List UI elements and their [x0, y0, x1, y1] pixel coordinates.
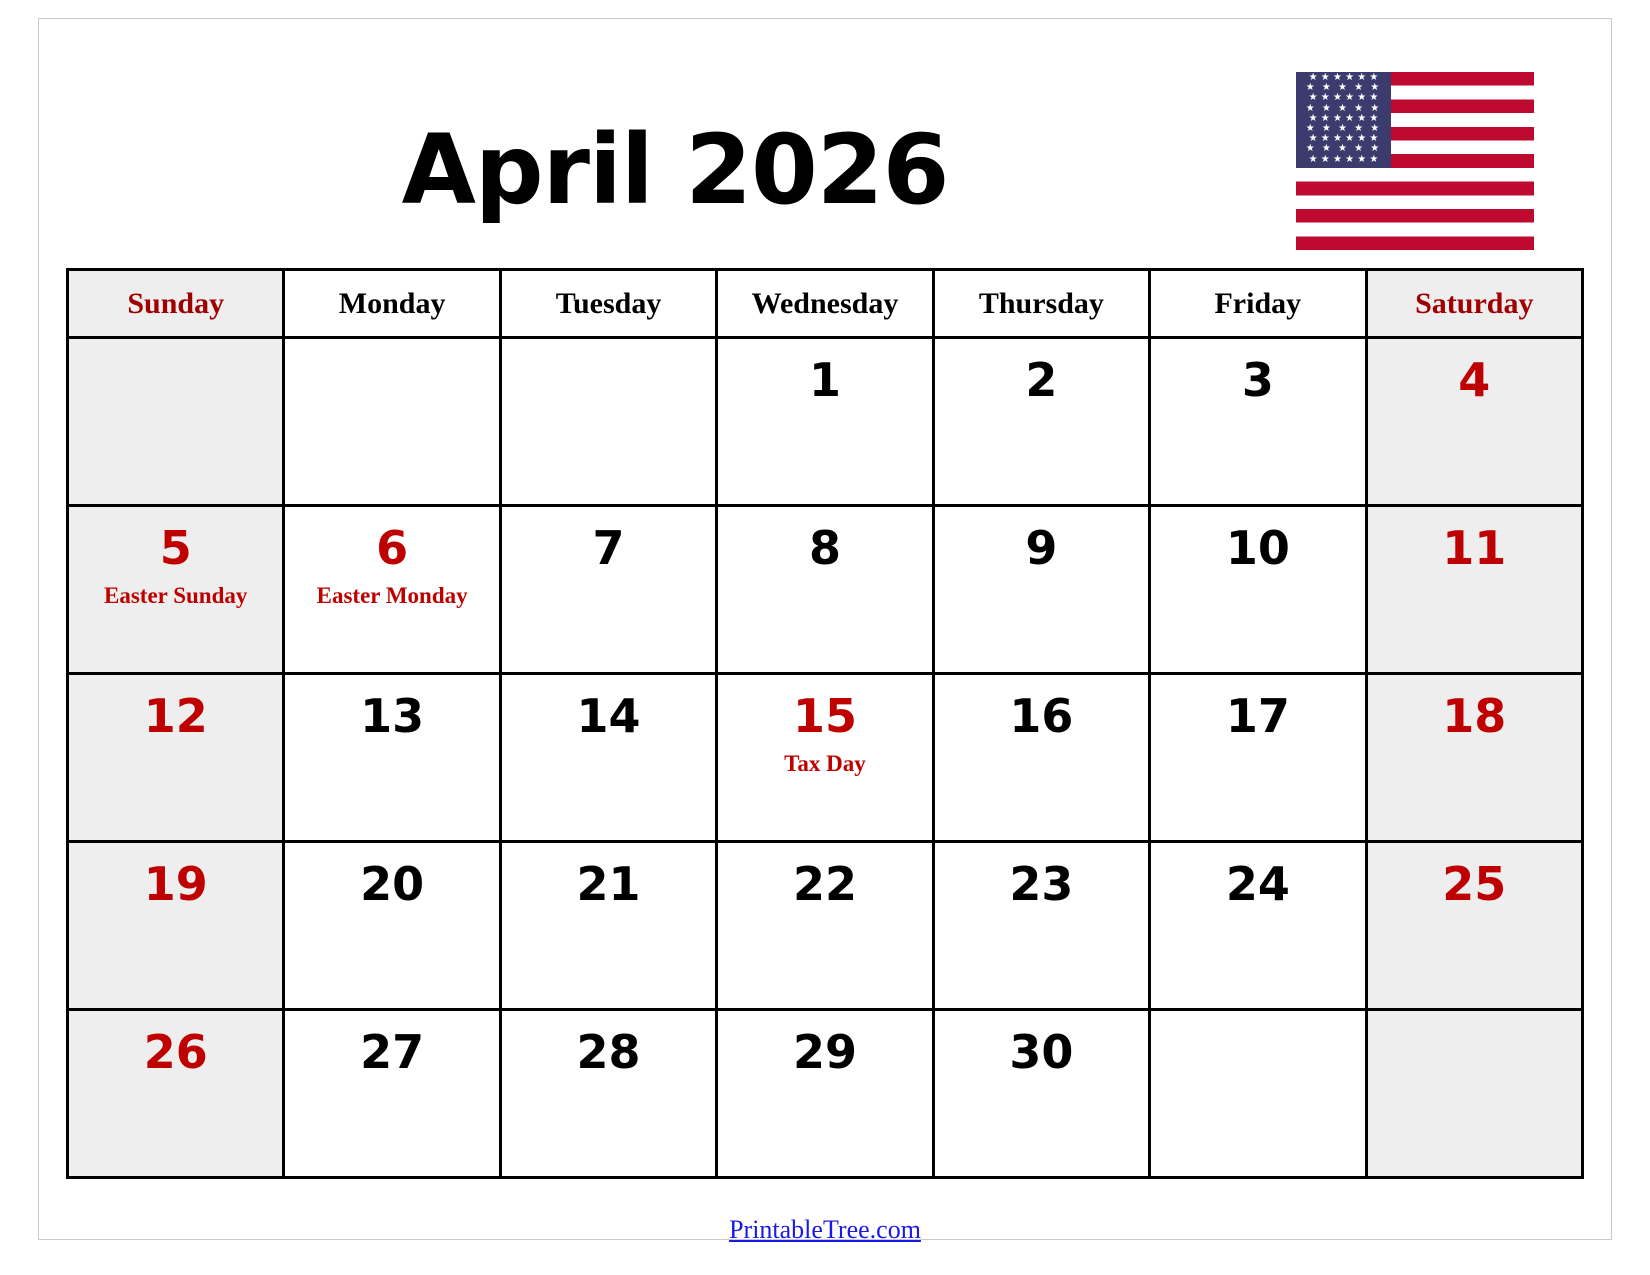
flag-star-row: ★ ★ ★ ★ ★: [1305, 82, 1382, 94]
calendar-week-row: [68, 1010, 1583, 1178]
day-number: [502, 339, 715, 357]
calendar-week-row: [68, 674, 1583, 842]
weekday-header-sunday: Sunday: [68, 270, 284, 338]
flag-star-row: ★ ★ ★ ★ ★ ★: [1308, 72, 1379, 83]
calendar-header: [60, 40, 1590, 240]
day-number: 18: [1442, 689, 1507, 743]
day-number: [1151, 1011, 1364, 1029]
calendar-day-cell[interactable]: [1150, 842, 1366, 1010]
calendar-week-row: [68, 842, 1583, 1010]
weekday-header-tuesday: Tuesday: [500, 270, 716, 338]
day-number: 29: [792, 1025, 857, 1079]
calendar-day-cell[interactable]: [284, 842, 500, 1010]
calendar-empty-cell: [1150, 1010, 1366, 1178]
day-number: 1: [808, 353, 841, 407]
flag-star-row: ★ ★ ★ ★ ★ ★: [1308, 133, 1379, 145]
day-number: 2: [1025, 353, 1058, 407]
day-number: 7: [592, 521, 625, 575]
calendar-day-cell[interactable]: [933, 506, 1149, 674]
calendar-week-row: [68, 506, 1583, 674]
calendar-day-cell[interactable]: [284, 1010, 500, 1178]
day-number: 11: [1442, 521, 1507, 575]
day-number: 4: [1458, 353, 1491, 407]
day-number: 13: [360, 689, 425, 743]
day-number: 17: [1225, 689, 1290, 743]
flag-star-row: ★ ★ ★ ★ ★ ★: [1308, 92, 1379, 104]
day-number: 21: [576, 857, 641, 911]
calendar-day-cell[interactable]: [717, 338, 933, 506]
calendar-week-row: [68, 338, 1583, 506]
flag-star-row: ★ ★ ★ ★ ★: [1305, 123, 1382, 134]
page-title: April 2026: [401, 114, 949, 226]
calendar-day-cell[interactable]: [1150, 338, 1366, 506]
calendar-day-cell[interactable]: [1150, 674, 1366, 842]
printabletree-link[interactable]: PrintableTree.com: [729, 1215, 921, 1244]
holiday-label: Easter Monday: [316, 583, 468, 608]
day-number: 9: [1025, 521, 1058, 575]
day-number: 12: [143, 689, 208, 743]
calendar-empty-cell: [500, 338, 716, 506]
weekday-header-monday: Monday: [284, 270, 500, 338]
calendar-day-cell[interactable]: [500, 506, 716, 674]
calendar-day-cell[interactable]: [717, 1010, 933, 1178]
weekday-header-friday: Friday: [1150, 270, 1366, 338]
calendar-day-cell[interactable]: [1366, 842, 1582, 1010]
holiday-label: Easter Sunday: [104, 583, 248, 608]
day-number: 15: [792, 689, 857, 743]
calendar-day-cell[interactable]: [500, 1010, 716, 1178]
day-number: 24: [1225, 857, 1290, 911]
calendar-day-cell[interactable]: [68, 1010, 284, 1178]
calendar-empty-cell: [68, 338, 284, 506]
day-number: 16: [1009, 689, 1074, 743]
flag-star-row: ★ ★ ★ ★ ★ ★: [1308, 112, 1379, 124]
calendar-day-cell[interactable]: [717, 506, 933, 674]
weekday-header-row: [68, 270, 1583, 338]
weekday-header-saturday: Saturday: [1366, 270, 1582, 338]
calendar-day-cell[interactable]: [68, 506, 284, 674]
calendar-empty-cell: [284, 338, 500, 506]
calendar-day-cell[interactable]: [717, 674, 933, 842]
calendar-day-cell[interactable]: [933, 1010, 1149, 1178]
day-number: 6: [376, 521, 409, 575]
day-number: 10: [1225, 521, 1290, 575]
calendar-day-cell[interactable]: [68, 842, 284, 1010]
calendar-day-cell[interactable]: [1366, 506, 1582, 674]
day-number: [69, 339, 282, 357]
calendar-empty-cell: [1366, 1010, 1582, 1178]
day-number: 20: [360, 857, 425, 911]
calendar-day-cell[interactable]: [68, 674, 284, 842]
day-number: 22: [792, 857, 857, 911]
calendar-day-cell[interactable]: [933, 674, 1149, 842]
day-number: 3: [1241, 353, 1274, 407]
day-number: 19: [143, 857, 208, 911]
calendar-day-cell[interactable]: [717, 842, 933, 1010]
calendar-day-cell[interactable]: [500, 842, 716, 1010]
calendar-day-cell[interactable]: [284, 674, 500, 842]
day-number: 14: [576, 689, 641, 743]
day-number: [1368, 1011, 1581, 1029]
flag-star-row: ★ ★ ★ ★ ★ ★: [1308, 153, 1379, 165]
weekday-header-wednesday: Wednesday: [717, 270, 933, 338]
holiday-label: Tax Day: [784, 751, 866, 776]
day-number: 25: [1442, 857, 1507, 911]
day-number: 26: [143, 1025, 208, 1079]
flag-star-row: ★ ★ ★ ★ ★: [1305, 143, 1382, 155]
calendar-day-cell[interactable]: [933, 338, 1149, 506]
day-number: 8: [808, 521, 841, 575]
calendar-grid: [66, 268, 1584, 1179]
usa-flag-icon: [1296, 72, 1534, 250]
footer: [0, 1215, 1650, 1245]
day-number: 30: [1009, 1025, 1074, 1079]
flag-star-row: ★ ★ ★ ★ ★: [1305, 102, 1382, 114]
calendar-day-cell[interactable]: [1150, 506, 1366, 674]
calendar-day-cell[interactable]: [1366, 338, 1582, 506]
day-number: 23: [1009, 857, 1074, 911]
calendar-day-cell[interactable]: [933, 842, 1149, 1010]
day-number: 5: [159, 521, 192, 575]
day-number: 28: [576, 1025, 641, 1079]
calendar-day-cell[interactable]: [1366, 674, 1582, 842]
calendar-day-cell[interactable]: [284, 506, 500, 674]
day-number: 27: [360, 1025, 425, 1079]
calendar-day-cell[interactable]: [500, 674, 716, 842]
weekday-header-thursday: Thursday: [933, 270, 1149, 338]
flag-canton: [1296, 72, 1391, 168]
day-number: [285, 339, 498, 357]
